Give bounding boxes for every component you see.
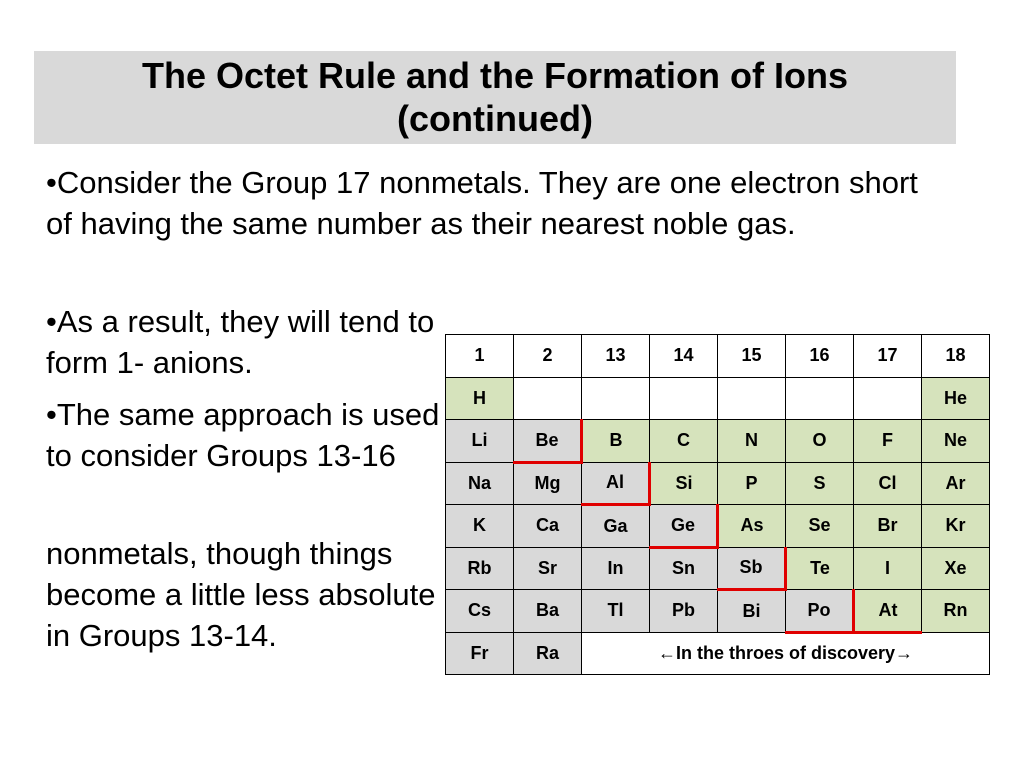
element-cell: Pb — [650, 590, 718, 633]
table-row — [446, 420, 990, 463]
table-row — [446, 590, 990, 633]
element-cell: Li — [446, 420, 514, 463]
element-cell: Mg — [514, 462, 582, 505]
discovery-note: ←In the throes of discovery→ — [582, 632, 990, 675]
bullet-nonmetals-continued: nonmetals, though things become a little less absolute in Groups 13-14. — [46, 536, 436, 653]
element-cell: Xe — [922, 547, 990, 590]
empty-cell — [650, 377, 718, 420]
table-row — [446, 377, 990, 420]
element-cell: F — [854, 420, 922, 463]
element-cell: Al — [582, 462, 650, 505]
element-cell: As — [718, 505, 786, 548]
table-row — [446, 462, 990, 505]
element-cell: Ga — [582, 505, 650, 548]
group-header: 2 — [514, 335, 582, 378]
table-row — [446, 547, 990, 590]
group-header: 18 — [922, 335, 990, 378]
element-cell: O — [786, 420, 854, 463]
element-cell: Sr — [514, 547, 582, 590]
bullet-same-approach: •The same approach is used to consider Groups 13-16 — [46, 397, 440, 473]
element-cell: Bi — [718, 590, 786, 633]
element-cell: K — [446, 505, 514, 548]
group-header: 1 — [446, 335, 514, 378]
slide-title — [34, 51, 956, 144]
element-cell: Po — [786, 590, 854, 633]
element-cell: B — [582, 420, 650, 463]
title-line-2: (continued) — [397, 98, 593, 139]
element-cell: H — [446, 377, 514, 420]
element-cell: In — [582, 547, 650, 590]
element-cell: Ba — [514, 590, 582, 633]
element-cell: S — [786, 462, 854, 505]
element-cell: Si — [650, 462, 718, 505]
bullet-anions: •As a result, they will tend to form 1- anions. — [46, 304, 435, 380]
group-header: 15 — [718, 335, 786, 378]
group-header: 14 — [650, 335, 718, 378]
group-header: 17 — [854, 335, 922, 378]
element-cell: I — [854, 547, 922, 590]
periodic-table — [445, 334, 990, 675]
empty-cell — [854, 377, 922, 420]
element-cell: Kr — [922, 505, 990, 548]
element-cell: Ge — [650, 505, 718, 548]
element-cell: Se — [786, 505, 854, 548]
element-cell: C — [650, 420, 718, 463]
element-cell: Cs — [446, 590, 514, 633]
element-cell: Cl — [854, 462, 922, 505]
element-cell: Sb — [718, 547, 786, 590]
element-cell: Ra — [514, 632, 582, 675]
bullet-group-17: •Consider the Group 17 nonmetals. They are one electron short of having the same number as their nearest noble gas. — [46, 165, 918, 241]
element-cell: Na — [446, 462, 514, 505]
element-cell: Be — [514, 420, 582, 463]
title-line-1: The Octet Rule and the Formation of Ions — [141, 55, 849, 96]
element-cell: Ar — [922, 462, 990, 505]
element-cell: Br — [854, 505, 922, 548]
element-cell: Ca — [514, 505, 582, 548]
element-cell: Rb — [446, 547, 514, 590]
group-header: 16 — [786, 335, 854, 378]
element-cell: N — [718, 420, 786, 463]
element-cell: Ne — [922, 420, 990, 463]
group-header: 13 — [582, 335, 650, 378]
table-header-row — [446, 335, 990, 378]
table-row — [446, 632, 990, 675]
empty-cell — [582, 377, 650, 420]
empty-cell — [718, 377, 786, 420]
empty-cell — [514, 377, 582, 420]
element-cell: Tl — [582, 590, 650, 633]
element-cell: P — [718, 462, 786, 505]
element-cell: At — [854, 590, 922, 633]
element-cell: Rn — [922, 590, 990, 633]
table-row — [446, 505, 990, 548]
element-cell: Sn — [650, 547, 718, 590]
empty-cell — [786, 377, 854, 420]
element-cell: He — [922, 377, 990, 420]
element-cell: Te — [786, 547, 854, 590]
element-cell: Fr — [446, 632, 514, 675]
